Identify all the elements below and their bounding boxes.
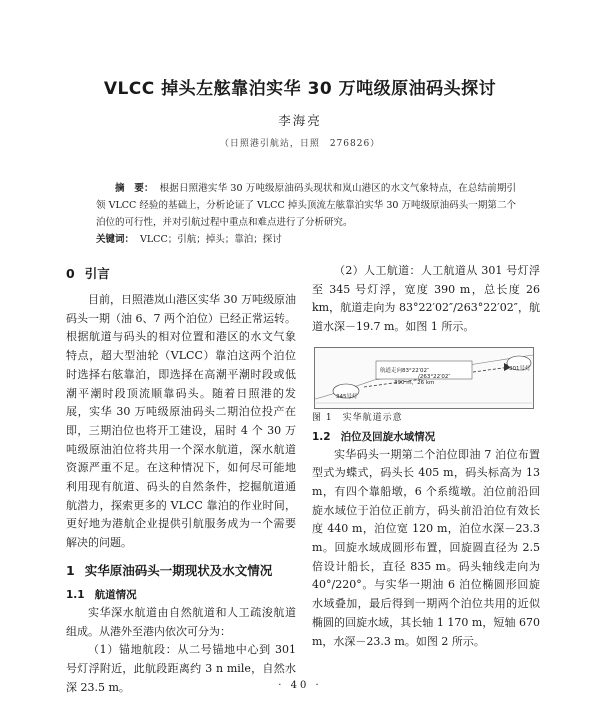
keywords bbox=[96, 231, 516, 248]
section-heading-0: 0 引言 bbox=[66, 266, 110, 281]
affiliation: （日照港引航站，日照 276826） bbox=[219, 139, 381, 149]
intro-paragraph: 目前，日照港岚山港区实华 30 万吨级原油码头一期（油 6、7 两个泊位）已经正常运转。根据航道与码头的相对位置和港区的水文气象特点，超大型油轮（VLCC）靠泊这两个泊位时选择右舷靠泊，即选择在高潮平潮时段或低潮平潮时段顶流顺靠码头。随着日照港的发展，实华 30 万吨级原油码头二期泊位投产在即，三期泊位也将开工建设，届时 4 个 30 万吨级原油泊位将共用一个深水航道，深水航道资源严重不足。在这种情况下，如何尽可能地利用现有航道、码头的自然条件，挖掘航道通航潜力，探索更多的 VLCC 靠泊的作业时间，更好地为港航企业提供引航服务成为一个需要解决的问题。 bbox=[66, 293, 296, 550]
label-301: 301号灯 bbox=[509, 365, 531, 372]
author: 李海亮 bbox=[278, 113, 322, 128]
page-number: · 40 · bbox=[278, 680, 322, 691]
channel-direction-label-2: /263°22′02″ bbox=[418, 373, 451, 380]
right-column bbox=[312, 262, 540, 651]
page-title: VLCC 掉头左舷靠泊实华 30 万吨级原油码头探讨 bbox=[103, 79, 497, 99]
section-heading-1-1: 1.1 航道情况 bbox=[66, 588, 137, 601]
abstract-text: 根据日照港实华 30 万吨级原油码头现状和岚山港区的水文气象特点，在总结前期引领 VLCC 经验的基础上，分析论证了 VLCC 掉头顶流左舷靠泊实华 30 万吨级原油码头一期第二个泊位的可行性，并对引航过程中重点和难点进行了分析研究。 bbox=[96, 183, 516, 228]
channel-size-label: 390 m，26 km bbox=[394, 379, 435, 386]
left-column bbox=[66, 262, 296, 697]
channel-intro-paragraph: 实华深水航道由自然航道和人工疏浚航道组成。从港外至港内依次可分为： bbox=[66, 605, 296, 638]
figure-1-channel-diagram bbox=[314, 347, 534, 409]
channel-item-2: （2）人工航道：人工航道从 301 号灯浮至 345 号灯浮，宽度 390 m，总长度 26 km，航道走向为 83°22′02″/263°22′02″，航道水深－19.7 m。如图 1 所示。 bbox=[312, 264, 540, 334]
abstract bbox=[96, 180, 516, 248]
section-heading-1: 1 实华原油码头一期现状及水文情况 bbox=[66, 562, 273, 578]
section-heading-1-2: 1.2 泊位及回旋水域情况 bbox=[312, 430, 436, 443]
label-345: 345号灯 bbox=[336, 393, 358, 400]
keywords-label: 关键词： bbox=[96, 234, 135, 245]
channel-direction-label: 航道走向83°22′02″ bbox=[380, 367, 430, 374]
figure-1-caption: 图 1 实华航道示意 bbox=[312, 412, 403, 423]
keywords-text: VLCC；引航；掉头；靠泊；探讨 bbox=[140, 234, 282, 245]
abstract-label: 摘 要： bbox=[115, 183, 154, 194]
berth-paragraph: 实华码头一期第二个泊位即油 7 泊位布置型式为蝶式，码头长 405 m，码头标高为 13 m，有四个靠船墩，6 个系缆墩。泊位前沿回旋水域位于泊位正前方，码头前沿泊位有效长度 440 m，泊位宽 120 m，泊位水深－23.3 m。回旋水域成圆形布置，回旋圆直径为 2.5 倍设计船长，直径 835 m。码头轴线走向为 40°/220°。与实华一期油 6 泊位椭圆形回旋水域叠加，最后得到一期两个泊位共用的近似椭圆的回旋水域，其长轴 1 170 m，短轴 670 m，水深－23.3 m。如图 2 所示。 bbox=[312, 447, 540, 648]
channel-item-1: （1）锚地航段：从二号锚地中心到 301 号灯浮附近，此航段距离约 3 n mile，自然水深 23.5 m。 bbox=[66, 643, 296, 694]
